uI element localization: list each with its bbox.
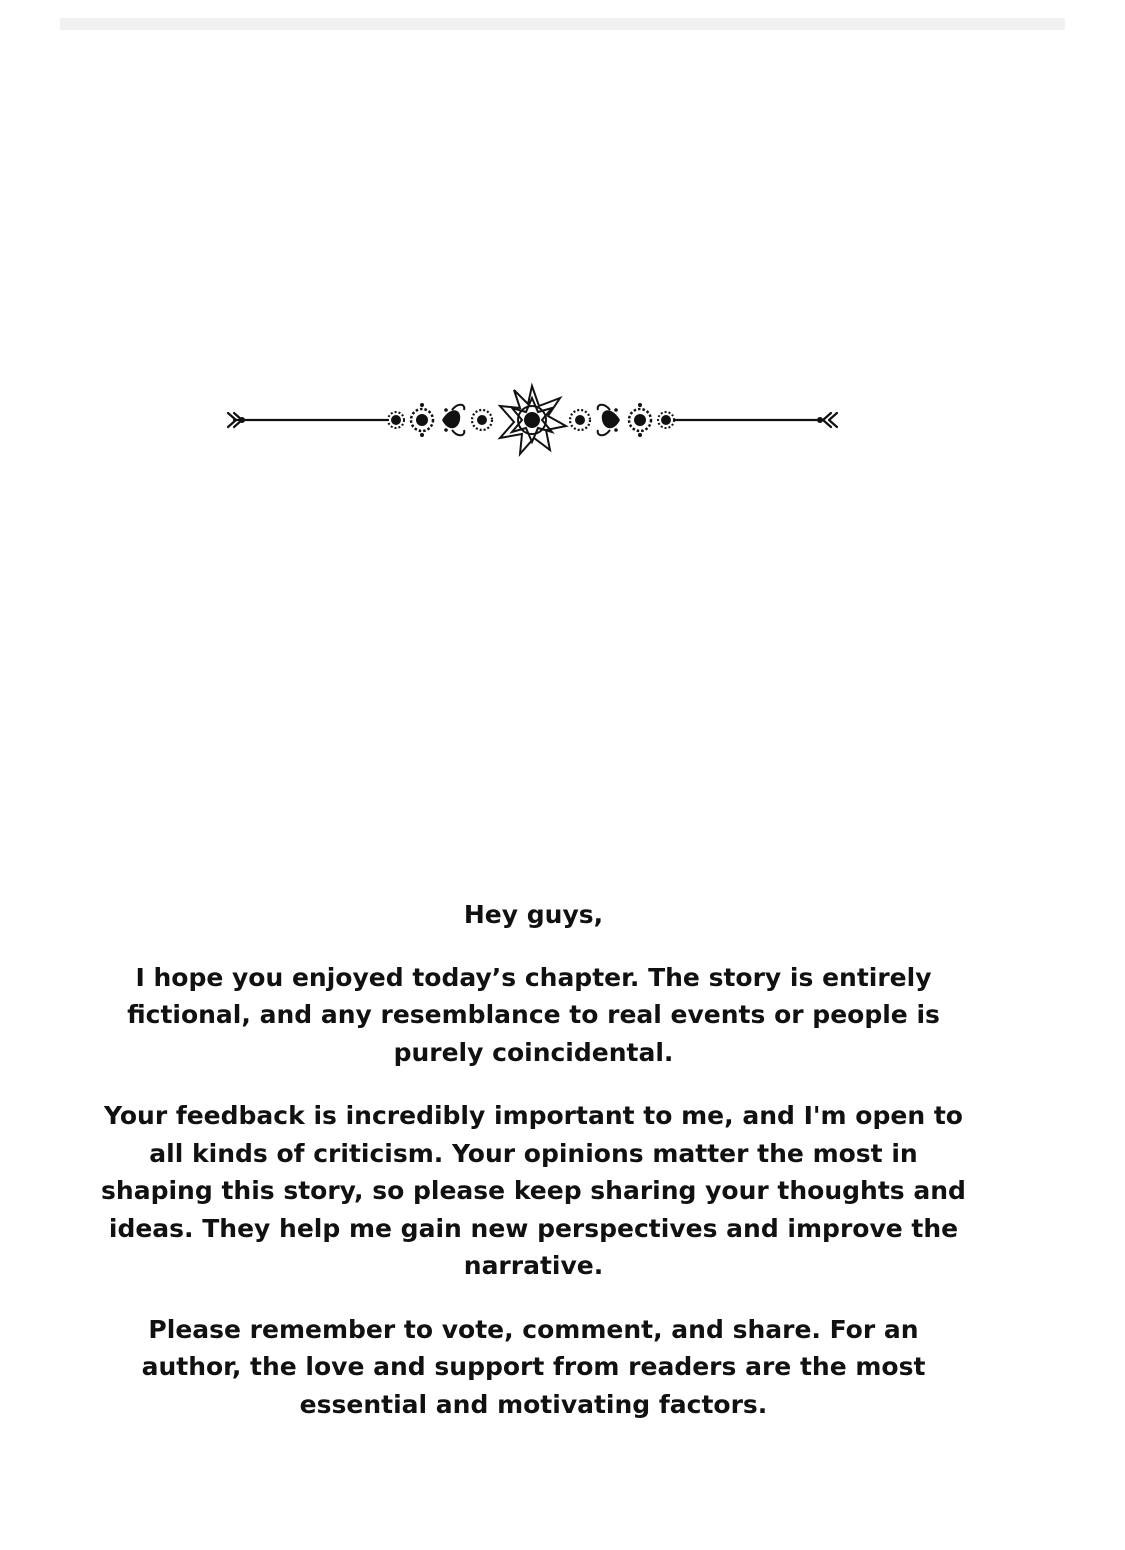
note-paragraph-feedback: Your feedback is incredibly important to me, and I'm open to all kinds of criticism. Your opinions matter the most in shaping this story, so please keep sharing your thoughts and ideas. They help me gain new perspectives and improve the narrative. xyxy=(101,1101,966,1280)
author-note xyxy=(100,896,967,1449)
ornamental-divider xyxy=(220,380,845,460)
top-bar xyxy=(60,18,1065,30)
greeting-text: Hey guys, xyxy=(463,900,604,929)
ornamental-divider-icon xyxy=(220,380,845,460)
note-paragraph-support: Please remember to vote, comment, and share. For an author, the love and support from readers are the most essential and motivating factors. xyxy=(141,1314,926,1419)
note-paragraph-disclaimer: I hope you enjoyed today’s chapter. The story is entirely fictional, and any resemblance to real events or people is purely coincidental. xyxy=(127,962,940,1067)
